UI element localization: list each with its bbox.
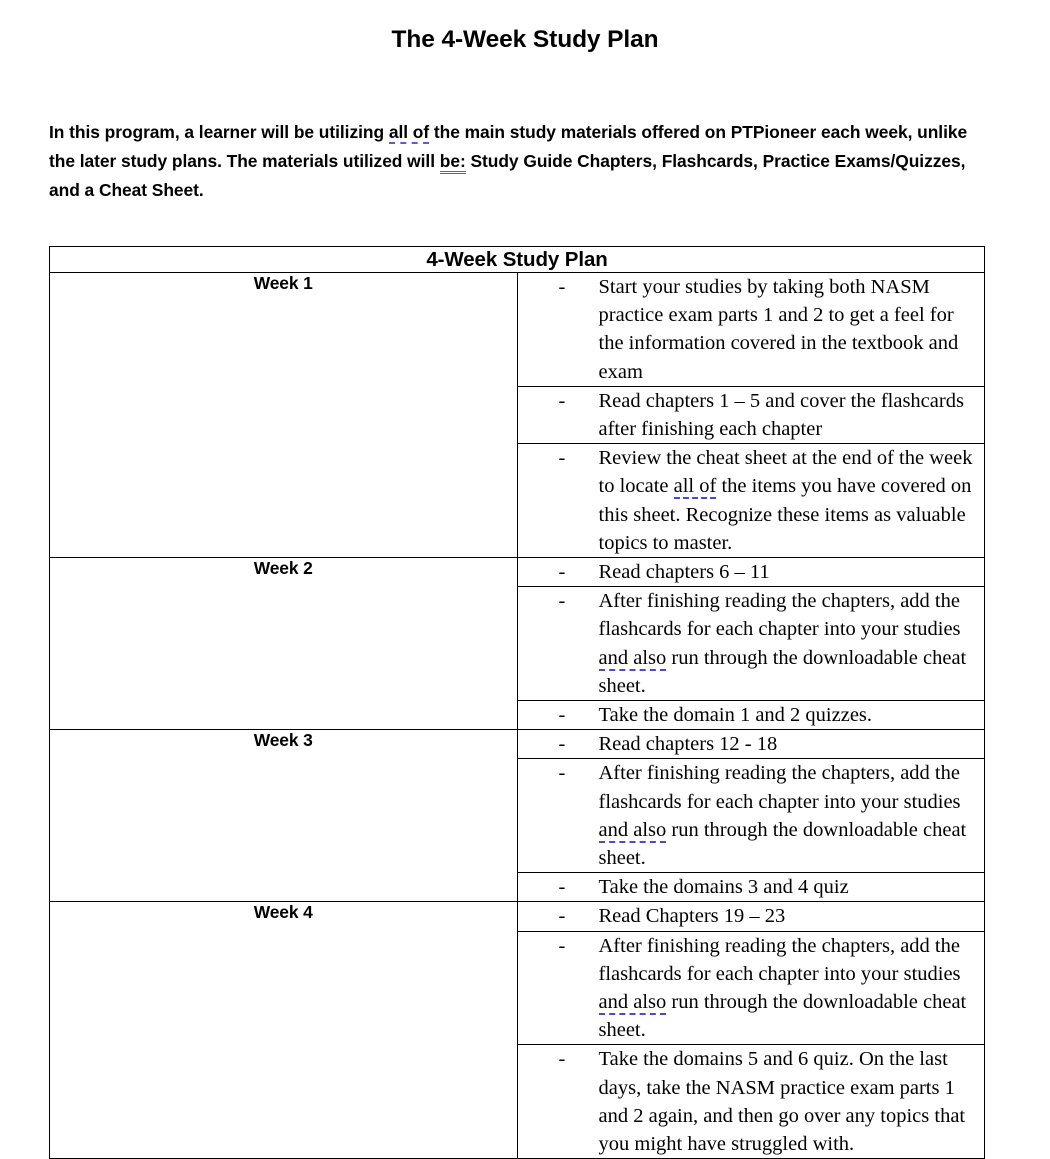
table-row xyxy=(50,558,985,587)
task-text-pre: Read chapters 6 – 11 xyxy=(598,561,770,584)
page-title: The 4-Week Study Plan xyxy=(391,26,659,53)
task-text xyxy=(599,587,985,700)
task-text xyxy=(599,558,985,586)
grammar-suggestion-all-of[interactable]: all of xyxy=(673,475,717,498)
task-text xyxy=(599,387,985,443)
task-text-pre: After finishing reading the chapters, add the flashcards for each chapter into your studies xyxy=(598,590,961,641)
task-text-pre: After finishing reading the chapters, add the flashcards for each chapter into your studies xyxy=(598,762,961,813)
intro-paragraph xyxy=(49,118,991,205)
bullet-dash-icon: - xyxy=(558,561,566,584)
bullet-dash-icon: - xyxy=(558,447,566,470)
bullet-dash-icon: - xyxy=(558,762,566,785)
task-text-pre: Read Chapters 19 – 23 xyxy=(598,905,786,928)
task-text xyxy=(599,873,985,901)
table-row xyxy=(50,273,985,387)
intro-text-part-2: the main study materials offered on PTPioneer each week, unlike the later study plans. The materials utilized will xyxy=(49,122,968,172)
task-text-pre: Take the domain 1 and 2 quizzes. xyxy=(598,704,873,727)
task-cell xyxy=(517,902,985,931)
task-text-post: run through the downloadable cheat sheet. xyxy=(598,646,967,697)
task-cell xyxy=(517,1045,985,1159)
bullet-dash-icon: - xyxy=(558,876,566,899)
intro-text-part-3: Study Guide Chapters, Flashcards, Practice Exams/Quizzes, and a Cheat Sheet. xyxy=(49,151,966,201)
bullet-dash-icon: - xyxy=(558,733,566,756)
table-row xyxy=(50,902,985,931)
task-text-pre: Review the cheat sheet at the end of the week to locate xyxy=(598,447,973,498)
task-text-post: run through the downloadable cheat sheet. xyxy=(598,991,967,1042)
table-row xyxy=(50,730,985,759)
grammar-suggestion-all-of[interactable]: all of xyxy=(388,122,430,143)
bullet-dash-icon: - xyxy=(558,905,566,928)
task-cell xyxy=(517,587,985,701)
task-text xyxy=(599,759,985,872)
task-text-pre: Read chapters 1 – 5 and cover the flashcards after finishing each chapter xyxy=(598,389,964,441)
grammar-suggestion-be[interactable]: be: xyxy=(440,151,466,174)
grammar-suggestion-and-also[interactable]: and also xyxy=(598,991,667,1014)
task-text-pre: After finishing reading the chapters, add the flashcards for each chapter into your studies xyxy=(598,934,961,985)
table-header-title: 4-Week Study Plan xyxy=(50,247,985,273)
bullet-dash-icon: - xyxy=(558,389,566,412)
task-text-post: the items you have covered on this sheet. Recognize these items as valuable topics to master. xyxy=(598,475,972,554)
bullet-dash-icon: - xyxy=(558,934,566,957)
task-text xyxy=(599,902,985,930)
task-cell xyxy=(517,558,985,587)
week-label-2: Week 2 xyxy=(50,558,518,730)
bullet-dash-icon: - xyxy=(558,1048,566,1071)
week-label-3: Week 3 xyxy=(50,730,518,902)
task-text xyxy=(599,273,985,386)
week-label-4: Week 4 xyxy=(50,902,518,1159)
task-text-pre: Take the domains 3 and 4 quiz xyxy=(598,876,849,899)
bullet-dash-icon: - xyxy=(558,704,566,727)
study-plan-table xyxy=(49,246,985,1159)
task-cell xyxy=(517,730,985,759)
week-label-1: Week 1 xyxy=(50,273,518,558)
bullet-dash-icon: - xyxy=(558,590,566,613)
task-cell xyxy=(517,444,985,558)
task-cell xyxy=(517,931,985,1045)
task-cell xyxy=(517,759,985,873)
task-cell xyxy=(517,701,985,730)
table-header-row xyxy=(50,247,985,273)
bullet-dash-icon: - xyxy=(558,276,566,298)
task-text-pre: Start your studies by taking both NASM practice exam parts 1 and 2 to get a feel for the information covered in the textbook and exam xyxy=(598,276,959,383)
task-cell xyxy=(517,273,985,387)
task-text xyxy=(599,1045,985,1158)
task-text-pre: Take the domains 5 and 6 quiz. On the last days, take the NASM practice exam parts 1 and 2 again, and then go over any topics that you might have struggled with. xyxy=(598,1048,966,1156)
task-text xyxy=(599,444,985,557)
task-text-post: run through the downloadable cheat sheet. xyxy=(598,818,967,870)
task-text xyxy=(599,932,985,1045)
intro-text-part-1: In this program, a learner will be utilizing xyxy=(49,122,389,143)
grammar-suggestion-and-also[interactable]: and also xyxy=(598,818,667,841)
task-text xyxy=(599,730,985,758)
task-text xyxy=(599,701,985,729)
task-text-pre: Read chapters 12 - 18 xyxy=(598,733,778,756)
task-cell xyxy=(517,873,985,902)
task-cell xyxy=(517,386,985,443)
grammar-suggestion-and-also[interactable]: and also xyxy=(598,646,667,669)
